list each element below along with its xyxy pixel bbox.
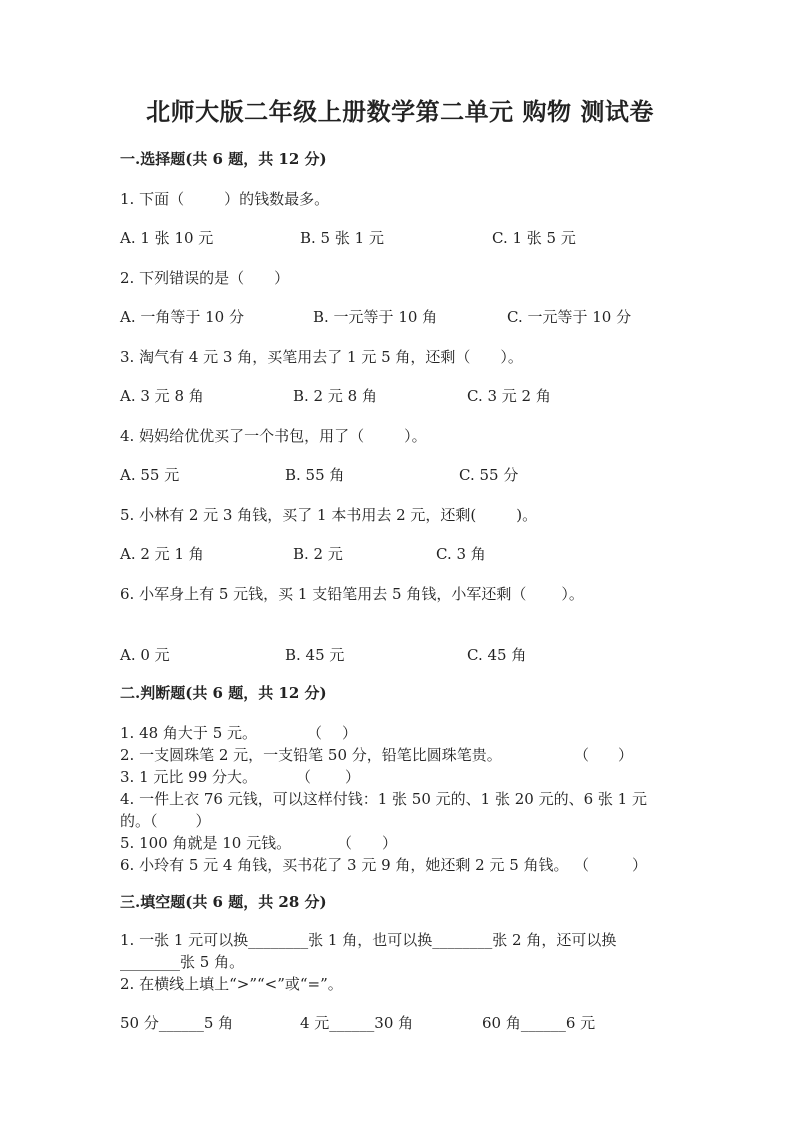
question-1-text: 1. 下面（ <box>120 190 185 208</box>
fill-1-continued: ________张 5 角。 <box>120 953 245 971</box>
question-5-text: 5. 小林有 2 元 3 角钱，买了 1 本书用去 2 元，还剩( <box>120 506 477 524</box>
q4-option-b: B. 55 角 <box>285 466 345 484</box>
q4-option-c: C. 55 分 <box>459 466 519 484</box>
judge-5: 5. 100 角就是 10 元钱。 <box>120 834 292 852</box>
question-5-tail: )。 <box>516 506 538 524</box>
section-heading-judge: 二.判断题(共 6 题，共 12 分) <box>120 684 327 702</box>
q6-option-c: C. 45 角 <box>467 646 527 664</box>
fill-2-item-3: 60 角______6 元 <box>482 1014 596 1032</box>
q1-option-b: B. 5 张 1 元 <box>300 229 384 247</box>
q3-option-a: A. 3 元 8 角 <box>120 387 204 405</box>
section-heading-fill: 三.填空题(共 6 题，共 28 分) <box>120 893 327 911</box>
q1-option-c: C. 1 张 5 元 <box>492 229 576 247</box>
question-3-tail: ）。 <box>500 348 523 366</box>
question-4 <box>120 429 427 444</box>
question-2-tail: ） <box>274 269 290 287</box>
section-heading-choice: 一.选择题(共 6 题，共 12 分) <box>120 150 327 168</box>
question-3 <box>120 350 523 365</box>
q1-option-a: A. 1 张 10 元 <box>120 229 214 247</box>
q6-option-a: A. 0 元 <box>120 646 170 664</box>
judge-4: 4. 一件上衣 76 元钱，可以这样付钱：1 张 50 元的、1 张 20 元的、6 张 1 元 <box>120 790 647 808</box>
q6-option-b: B. 45 元 <box>285 646 345 664</box>
question-4-text: 4. 妈妈给优优买了一个书包，用了（ <box>120 427 365 445</box>
q2-option-c: C. 一元等于 10 分 <box>507 308 632 326</box>
fill-2: 2. 在横线上填上“>”“<”或“=”。 <box>120 975 343 993</box>
judge-6-bracket-left: （ <box>574 856 590 874</box>
question-4-tail: ）。 <box>404 427 427 445</box>
q4-option-a: A. 55 元 <box>120 466 180 484</box>
judge-3: 3. 1 元比 99 分大。 <box>120 768 258 786</box>
judge-4-continued <box>120 814 211 829</box>
q5-option-b: B. 2 元 <box>293 545 343 563</box>
q2-option-b: B. 一元等于 10 角 <box>313 308 438 326</box>
page-title: 北师大版二年级上册数学第二单元 购物 测试卷 <box>146 97 654 126</box>
fill-2-item-1: 50 分______5 角 <box>120 1014 234 1032</box>
judge-1: 1. 48 角大于 5 元。 <box>120 724 258 742</box>
q3-option-b: B. 2 元 8 角 <box>293 387 377 405</box>
fill-2-item-2: 4 元______30 角 <box>300 1014 414 1032</box>
judge-1-bracket-right: ） <box>342 724 358 742</box>
judge-5-bracket-right: ） <box>382 834 398 852</box>
question-1-tail: ）的钱数最多。 <box>224 190 330 208</box>
question-6 <box>120 587 584 602</box>
judge-6-bracket-right: ） <box>632 856 648 874</box>
fill-1: 1. 一张 1 元可以换________张 1 角，也可以换________张 2 角，还可以换 <box>120 931 617 949</box>
judge-2-bracket-right: ） <box>618 746 634 764</box>
judge-5-bracket-left: （ <box>337 834 353 852</box>
question-1 <box>120 192 329 207</box>
judge-4-tail: 的。（ <box>120 812 158 830</box>
q5-option-c: C. 3 角 <box>436 545 486 563</box>
question-6-text: 6. 小军身上有 5 元钱，买 1 支铅笔用去 5 角钱，小军还剩（ <box>120 585 527 603</box>
question-2-text: 2. 下列错误的是（ <box>120 269 245 287</box>
question-3-text: 3. 淘气有 4 元 3 角，买笔用去了 1 元 5 角，还剩（ <box>120 348 471 366</box>
judge-4-bracket-right: ） <box>195 812 211 830</box>
q3-option-c: C. 3 元 2 角 <box>467 387 551 405</box>
judge-1-bracket-left: （ <box>307 724 323 742</box>
judge-2: 2. 一支圆珠笔 2 元，一支铅笔 50 分，铅笔比圆珠笔贵。 <box>120 746 502 764</box>
judge-6: 6. 小玲有 5 元 4 角钱，买书花了 3 元 9 角，她还剩 2 元 5 角钱。 <box>120 856 569 874</box>
question-5 <box>120 508 537 523</box>
q2-option-a: A. 一角等于 10 分 <box>120 308 244 326</box>
q5-option-a: A. 2 元 1 角 <box>120 545 204 563</box>
judge-3-bracket-left: （ <box>296 768 312 786</box>
judge-3-bracket-right: ） <box>345 768 361 786</box>
question-2 <box>120 271 289 286</box>
question-6-tail: ）。 <box>561 585 584 603</box>
judge-2-bracket-left: （ <box>574 746 590 764</box>
